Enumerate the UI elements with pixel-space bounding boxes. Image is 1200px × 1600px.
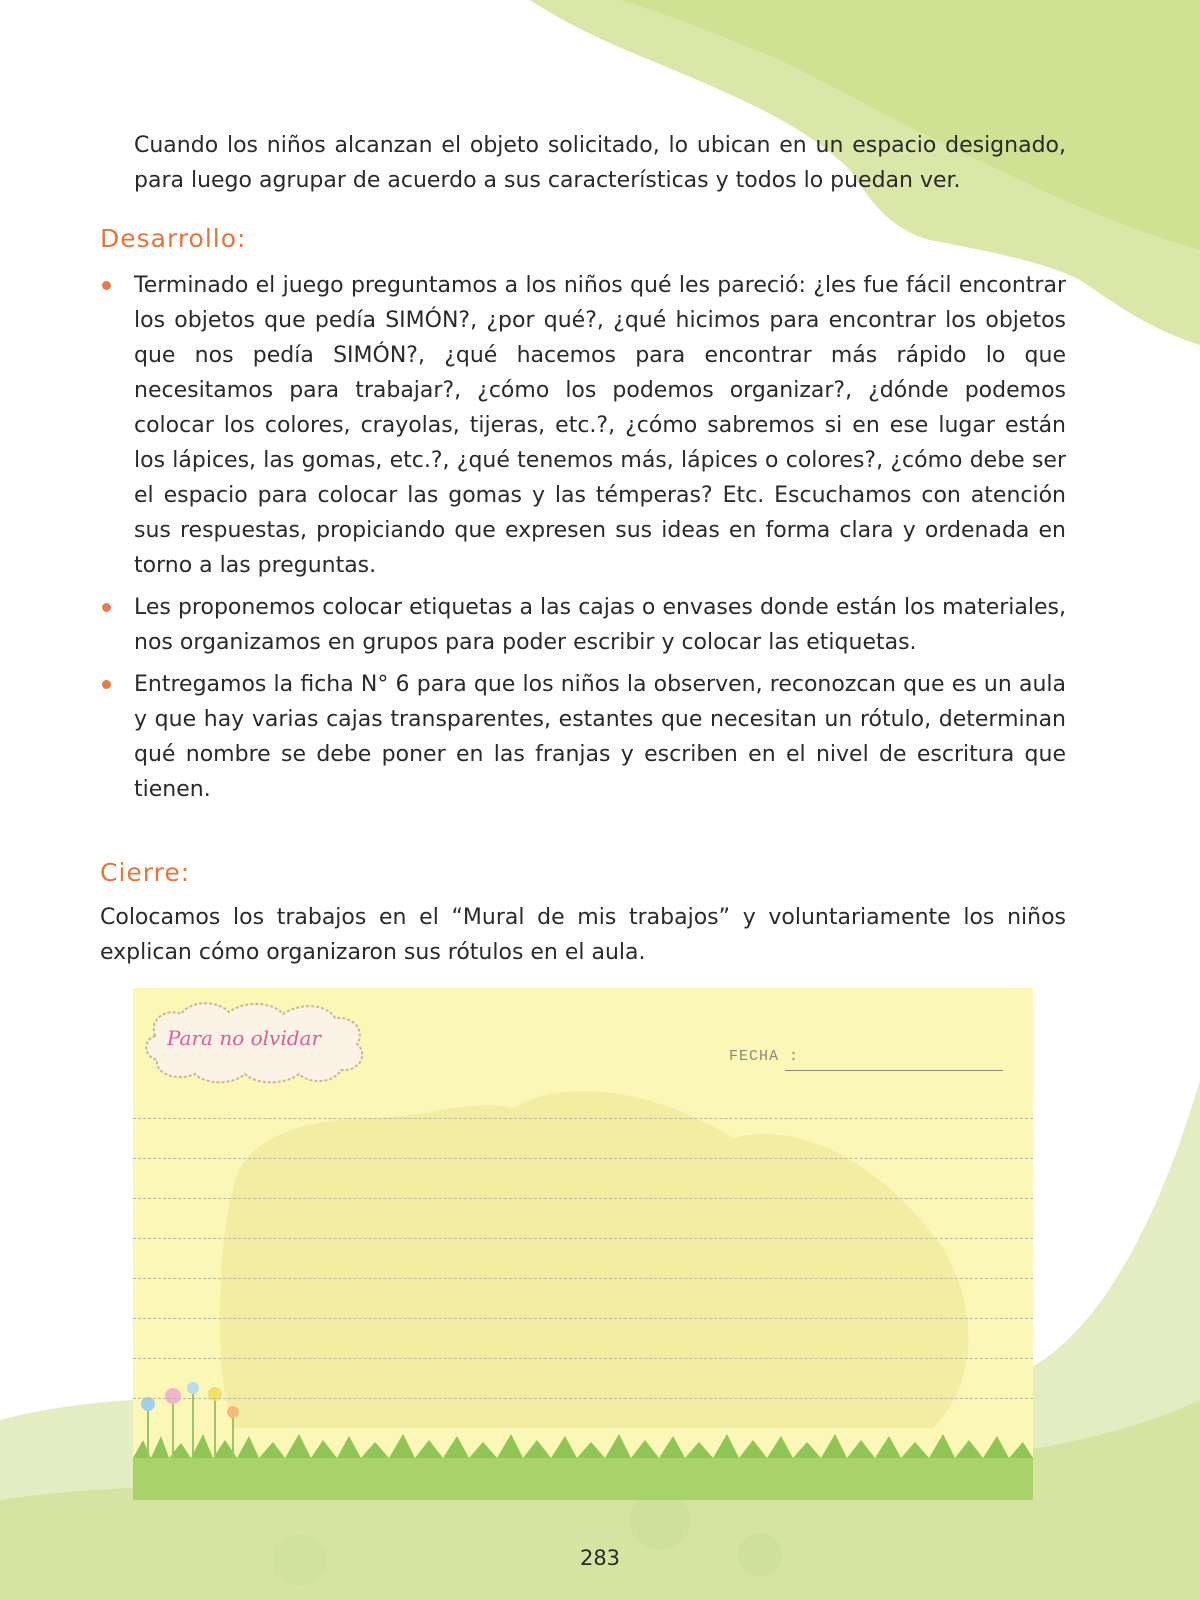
bullet-dot-icon	[102, 281, 111, 290]
writing-line[interactable]	[133, 1198, 1033, 1199]
writing-line[interactable]	[133, 1318, 1033, 1319]
writing-line[interactable]	[133, 1398, 1033, 1399]
cierre-heading: Cierre:	[100, 858, 191, 887]
list-item	[134, 667, 1066, 807]
desarrollo-list	[134, 268, 1066, 814]
note-card	[133, 988, 1033, 1500]
bullet-dot-icon	[102, 603, 111, 612]
writing-line[interactable]	[133, 1358, 1033, 1359]
list-item-text: Les proponemos colocar etiquetas a las cajas o envases donde están los materiales, nos organizamos en grupos para poder escribir y colocar las etiquetas.	[134, 595, 1066, 655]
bullet-dot-icon	[102, 680, 111, 689]
desarrollo-heading: Desarrollo:	[100, 224, 247, 253]
writing-line[interactable]	[133, 1158, 1033, 1159]
page-number: 283	[579, 1546, 621, 1570]
date-field[interactable]	[785, 1070, 1003, 1071]
writing-line[interactable]	[133, 1238, 1033, 1239]
intro-paragraph: Cuando los niños alcanzan el objeto solicitado, lo ubican en un espacio designado, para luego agrupar de acuerdo a sus características y todos lo puedan ver.	[134, 133, 1066, 193]
list-item	[134, 268, 1066, 583]
writing-line[interactable]	[133, 1278, 1033, 1279]
list-item-text: Entregamos la ficha N° 6 para que los niños la observen, reconozcan que es un aula y que hay varias cajas transparentes, estantes que necesitan un rótulo, determinan qué nombre se debe poner en las franjas y escriben en el nivel de escritura que tienen.	[134, 672, 1066, 802]
note-card-art	[133, 988, 1033, 1500]
list-item-text: Terminado el juego preguntamos a los niños qué les pareció: ¿les fue fácil encontrar los objetos que pedía SIMÓN?, ¿por qué?, ¿qué hicimos para encontrar los objetos que nos pedía SIMÓN?, ¿qué hacemos para encontrar más rápido lo que necesitamos para trabajar?, ¿cómo los podemos organizar?, ¿dónde podemos colocar los colores, crayolas, tijeras, etc.?, ¿cómo sabremos si en ese lugar están los lápices, las gomas, etc.?, ¿qué tenemos más, lápices o colores?, ¿cómo debe ser el espacio para colocar las gomas y las témperas? Etc. Escuchamos con atención sus respuestas, propiciando que expresen sus ideas en forma clara y ordenada en torno a las preguntas.	[134, 273, 1066, 578]
list-item	[134, 590, 1066, 660]
date-label: FECHA :	[729, 1048, 800, 1065]
note-card-label: Para no olvidar	[167, 1026, 322, 1050]
cierre-paragraph: Colocamos los trabajos en el “Mural de mis trabajos” y voluntariamente los niños explican cómo organizaron sus rótulos en el aula.	[100, 905, 1066, 965]
writing-line[interactable]	[133, 1118, 1033, 1119]
